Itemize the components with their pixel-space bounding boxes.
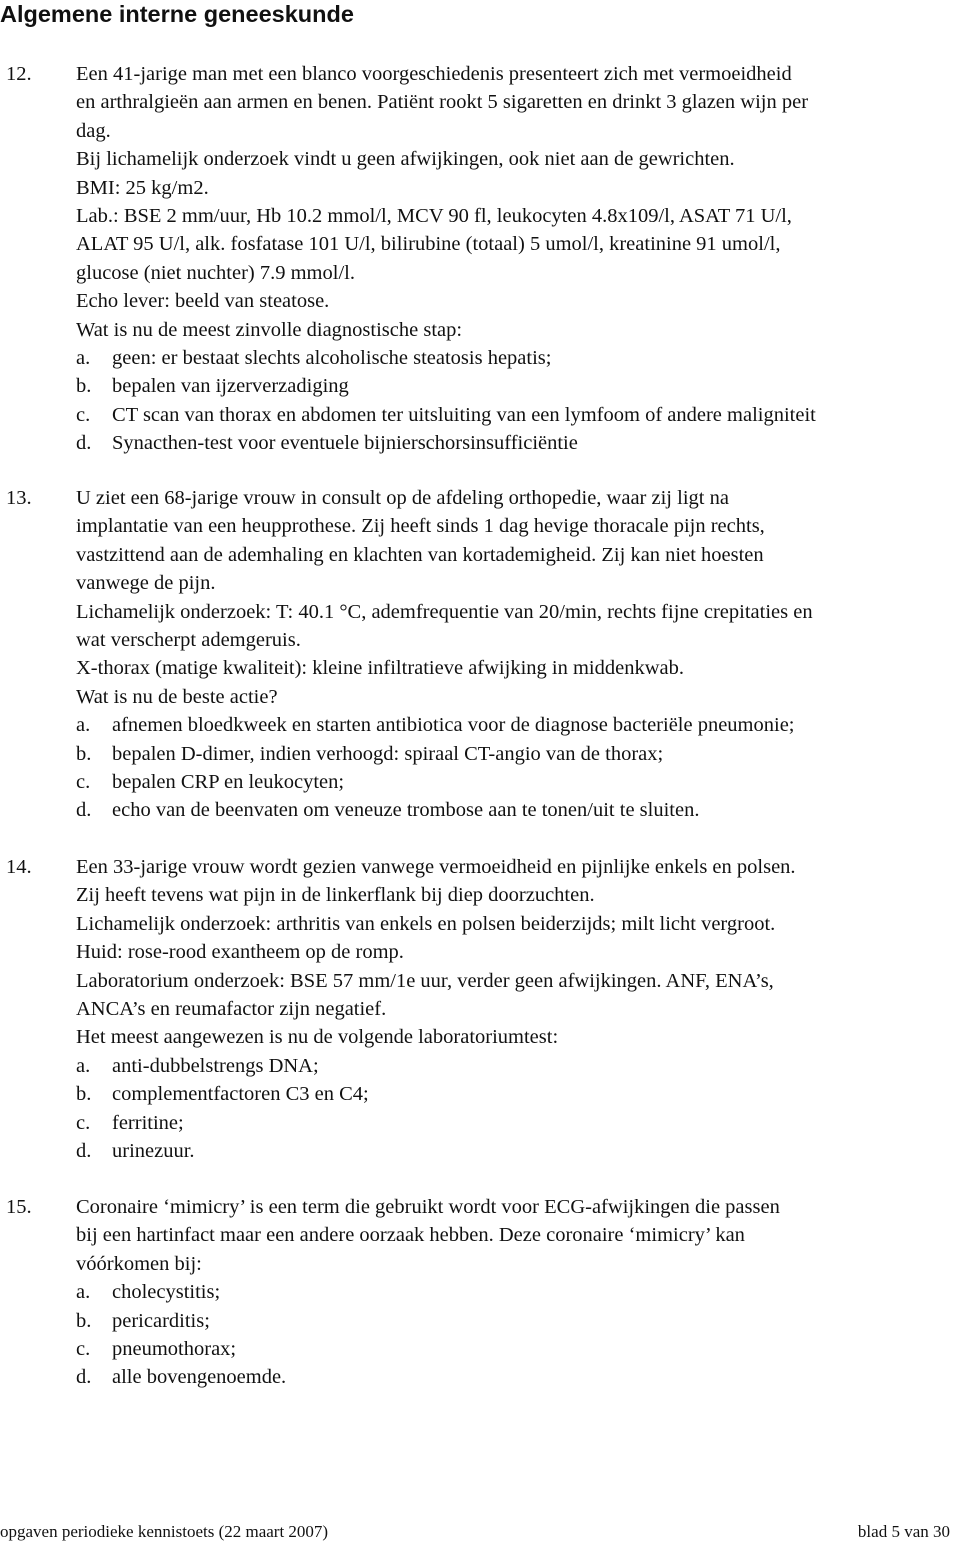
answer-option [76,1307,210,1335]
question-text-line: Wat is nu de beste actie? [76,685,278,708]
question-text-line: Coronaire ‘mimicry’ is een term die gebruikt wordt voor ECG-afwijkingen die passen [76,1196,780,1218]
page-title: Algemene interne geneeskunde [0,1,354,27]
answer-option-text: ferritine; [112,1111,184,1134]
question-text-line: ANCA’s en reumafactor zijn negatief. [76,998,387,1020]
answer-option-letter: d. [76,799,92,822]
answer-option [76,711,795,739]
question-number: 14. [6,856,32,878]
answer-option-text: pericarditis; [112,1309,210,1332]
question-text-line: glucose (niet nuchter) 7.9 mmol/l. [76,261,355,284]
answer-option-letter: a. [76,1054,91,1077]
answer-option-text: bepalen D-dimer, indien verhoogd: spiraal CT-angio van de thorax; [112,742,664,765]
question-text-line: implantatie van een heupprothese. Zij heeft sinds 1 dag hevige thoracale pijn rechts, [76,515,765,538]
question-text-line: BMI: 25 kg/m2. [76,176,209,199]
question-text-line: ALAT 95 U/l, alk. fosfatase 101 U/l, bilirubine (totaal) 5 umol/l, kreatinine 91 umol/l, [76,233,781,256]
question-number: 15. [6,1196,32,1218]
answer-option [76,401,816,429]
answer-option-text: afnemen bloedkweek en starten antibiotica voor de diagnose bacteriële pneumonie; [112,714,795,737]
question-text-line: Echo lever: beeld van steatose. [76,290,330,313]
answer-option-letter: a. [76,714,91,737]
answer-option [76,1080,369,1108]
question-text-line: Lichamelijk onderzoek: arthritis van enkels en polsen beiderzijds; milt licht vergroot. [76,912,776,935]
question-text-line: bij een hartinfact maar een andere oorzaak hebben. Deze coronaire ‘mimicry’ kan [76,1224,745,1247]
answer-option-letter: b. [76,1083,92,1106]
question-text-line: wat verscherpt ademgeruis. [76,629,301,651]
question-text-line: Een 41-jarige man met een blanco voorgeschiedenis presenteert zich met vermoeidheid [76,63,792,85]
question-text-line: vastzittend aan de ademhaling en klachten van kortademigheid. Zij kan niet hoesten [76,543,764,566]
answer-option-text: pneumothorax; [112,1338,237,1360]
answer-option [76,1335,236,1363]
answer-option [76,1363,286,1391]
answer-option-text: echo van de beenvaten om veneuze trombose aan te tonen/uit te sluiten. [112,799,700,822]
question-text-line: U ziet een 68-jarige vrouw in consult op de afdeling orthopedie, waar zij ligt na [76,487,729,509]
answer-option [76,1278,220,1306]
question-text-line: Bij lichamelijk onderzoek vindt u geen afwijkingen, ook niet aan de gewrichten. [76,148,735,171]
answer-option-letter: d. [76,1140,92,1162]
answer-option-text: complementfactoren C3 en C4; [112,1083,369,1106]
question-text-line: vanwege de pijn. [76,572,216,595]
question-text-line: Lab.: BSE 2 mm/uur, Hb 10.2 mmol/l, MCV 90 fl, leukocyten 4.8x109/l, ASAT 71 U/l, [76,205,792,227]
answer-option-letter: c. [76,1338,91,1360]
answer-option [76,796,699,824]
question-text-line: vóórkomen bij: [76,1252,202,1275]
answer-option-text: geen: er bestaat slechts alcoholische steatosis hepatis; [112,347,552,369]
question-text-line: X-thorax (matige kwaliteit): kleine infiltratieve afwijking in middenkwab. [76,657,684,680]
answer-option-letter: a. [76,347,91,369]
answer-option-letter: b. [76,375,92,398]
answer-option-letter: b. [76,742,92,765]
answer-option-text: alle bovengenoemde. [112,1366,287,1389]
answer-option [76,1137,195,1165]
question-text-line: Een 33-jarige vrouw wordt gezien vanwege vermoeidheid en pijnlijke enkels en polsen. [76,856,796,878]
question-text-line: Het meest aangewezen is nu de volgende laboratoriumtest: [76,1026,559,1049]
answer-option-text: bepalen van ijzerverzadiging [112,375,349,398]
question-text-line: dag. [76,119,111,142]
answer-option-letter: c. [76,1111,91,1134]
answer-option [76,768,344,796]
question-number: 12. [6,63,32,85]
answer-option [76,429,578,457]
answer-option [76,372,349,400]
answer-option-letter: d. [76,432,92,455]
answer-option-letter: c. [76,403,91,426]
answer-option-letter: d. [76,1366,92,1389]
answer-option [76,344,551,372]
answer-option-letter: c. [76,771,91,793]
answer-option [76,1052,319,1080]
question-text-line: Wat is nu de meest zinvolle diagnostische stap: [76,318,463,341]
question-text-line: Huid: rose-rood exantheem op de romp. [76,941,404,964]
answer-option-text: Synacthen-test voor eventuele bijnierschorsinsufficiëntie [112,432,578,455]
answer-option [76,1109,184,1137]
question-text-line: en arthralgieën aan armen en benen. Patiënt rookt 5 sigaretten en drinkt 3 glazen wijn per [76,91,809,114]
answer-option-text: cholecystitis; [112,1281,221,1304]
question-text-line: Zij heeft tevens wat pijn in de linkerflank bij diep doorzuchten. [76,884,595,907]
question-text-line: Lichamelijk onderzoek: T: 40.1 °C, ademfrequentie van 20/min, rechts fijne crepitaties en [76,600,813,623]
footer-page-number: blad 5 van 30 [857,1522,950,1541]
answer-option [76,740,663,768]
answer-option-text: bepalen CRP en leukocyten; [112,771,345,793]
answer-option-letter: a. [76,1281,91,1304]
answer-option-text: anti-dubbelstrengs DNA; [112,1054,319,1077]
question-text-line: Laboratorium onderzoek: BSE 57 mm/1e uur, verder geen afwijkingen. ANF, ENA’s, [76,969,774,992]
answer-option-letter: b. [76,1309,92,1332]
question-number: 13. [6,487,32,509]
answer-option-text: urinezuur. [112,1140,195,1162]
footer-left: opgaven periodieke kennistoets (22 maart 2007) [0,1522,329,1541]
answer-option-text: CT scan van thorax en abdomen ter uitsluiting van een lymfoom of andere maligniteit [112,403,816,426]
